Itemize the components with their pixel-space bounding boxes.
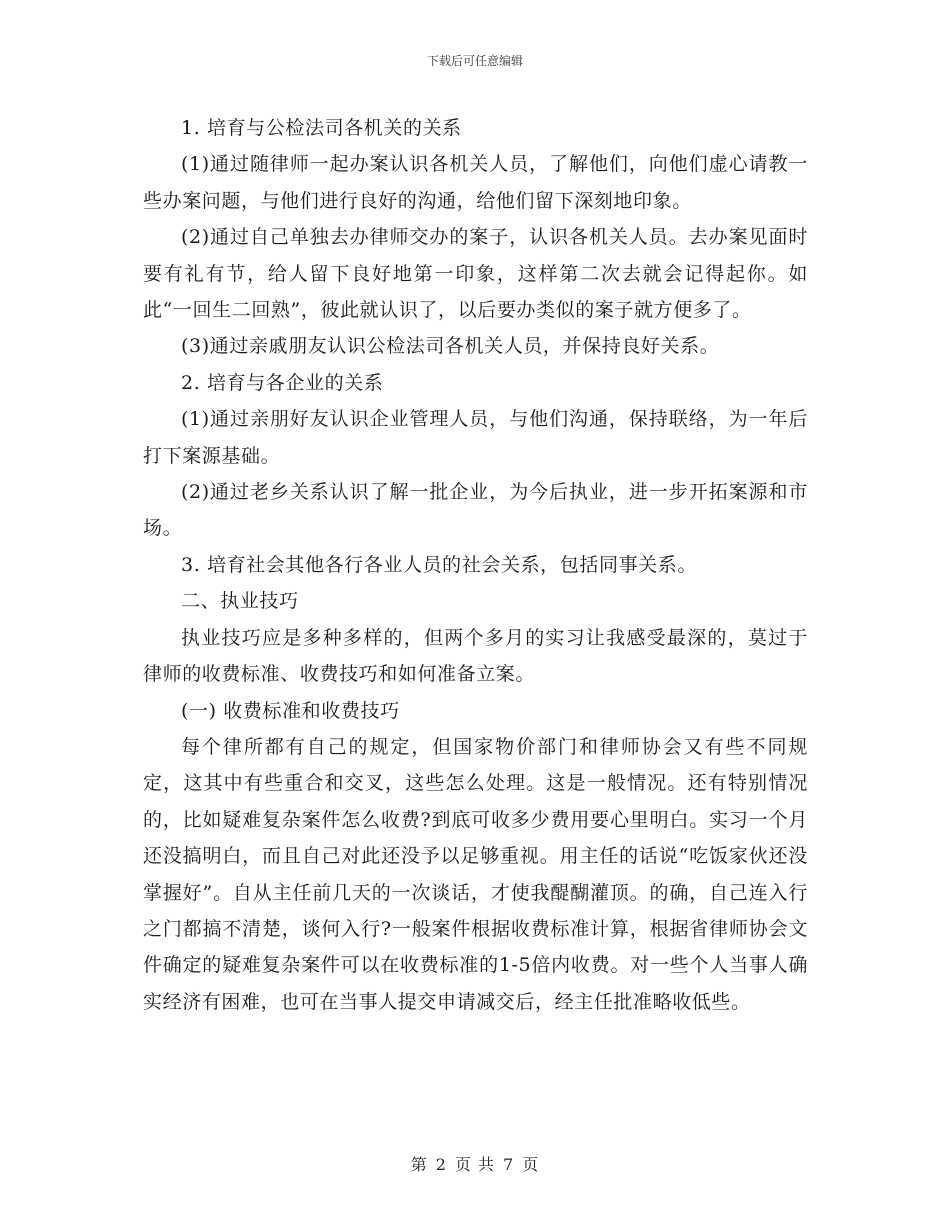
page-footer <box>0 1152 950 1175</box>
page-label-mid: 页 共 <box>454 1155 496 1174</box>
section-heading-practice-skills: 二、执业技巧 <box>181 590 299 613</box>
paragraph: (2)通过自己单独去办律师交办的案子，认识各机关人员。去办案见面时要有礼有节，给人留下良好地第一印象，这样第二次去就会记得起你。如此“一回生二回熟”，彼此就认识了，以后要办类似的案子就方便多了。 <box>143 226 808 322</box>
page-total-number: 7 <box>503 1155 515 1174</box>
paragraph: (1)通过随律师一起办案认识各机关人员，了解他们，向他们虚心请教一些办案问题，与他们进行良好的沟通，给他们留下深刻地印象。 <box>143 153 808 212</box>
subsection-heading-fees: (一) 收费标准和收费技巧 <box>181 699 400 722</box>
page-label-suffix: 页 <box>522 1155 540 1174</box>
paragraph: (1)通过亲朋好友认识企业管理人员，与他们沟通，保持联络，为一年后打下案源基础。 <box>143 408 808 467</box>
page-current-number: 2 <box>435 1155 447 1174</box>
heading-relations-social: 3. 培育社会其他各行各业人员的社会关系，包括同事关系。 <box>181 553 697 576</box>
document-body <box>143 110 808 1020</box>
heading-relations-judicial: 1. 培育与公检法司各机关的关系 <box>181 117 462 139</box>
heading-relations-enterprise: 2. 培育与各企业的关系 <box>181 371 384 394</box>
page-header: 下载后可任意编辑 <box>426 54 523 68</box>
page-label-prefix: 第 <box>410 1155 428 1174</box>
paragraph: 执业技巧应是多种多样的，但两个多月的实习让我感受最深的，莫过于律师的收费标准、收费技巧和如何准备立案。 <box>143 626 808 686</box>
paragraph: 每个律所都有自己的规定，但国家物价部门和律师协会又有些不同规定，这其中有些重合和交叉，这些怎么处理。这是一般情况。还有特别情况的，比如疑难复杂案件怎么收费?到底可收多少费用要心里明白。实习一个月还没搞明白，而且自己对此还没予以足够重视。用主任的话说“吃饭家伙还没掌握好”。自从主任前几天的一次谈话，才使我醍醐灌顶。的确，自己连入行之门都搞不清楚，谈何入行?一般案件根据收费标准计算，根据省律师协会文件确定的疑难复杂案件可以在收费标准的1-5倍内收费。对一些个人当事人确实经济有困难，也可在当事人提交申请减交后，经主任批准略收低些。 <box>143 735 808 1013</box>
paragraph: (2)通过老乡关系认识了解一批企业，为今后执业，进一步开拓案源和市场。 <box>143 481 808 540</box>
paragraph: (3)通过亲戚朋友认识公检法司各机关人员，并保持良好关系。 <box>181 335 720 358</box>
